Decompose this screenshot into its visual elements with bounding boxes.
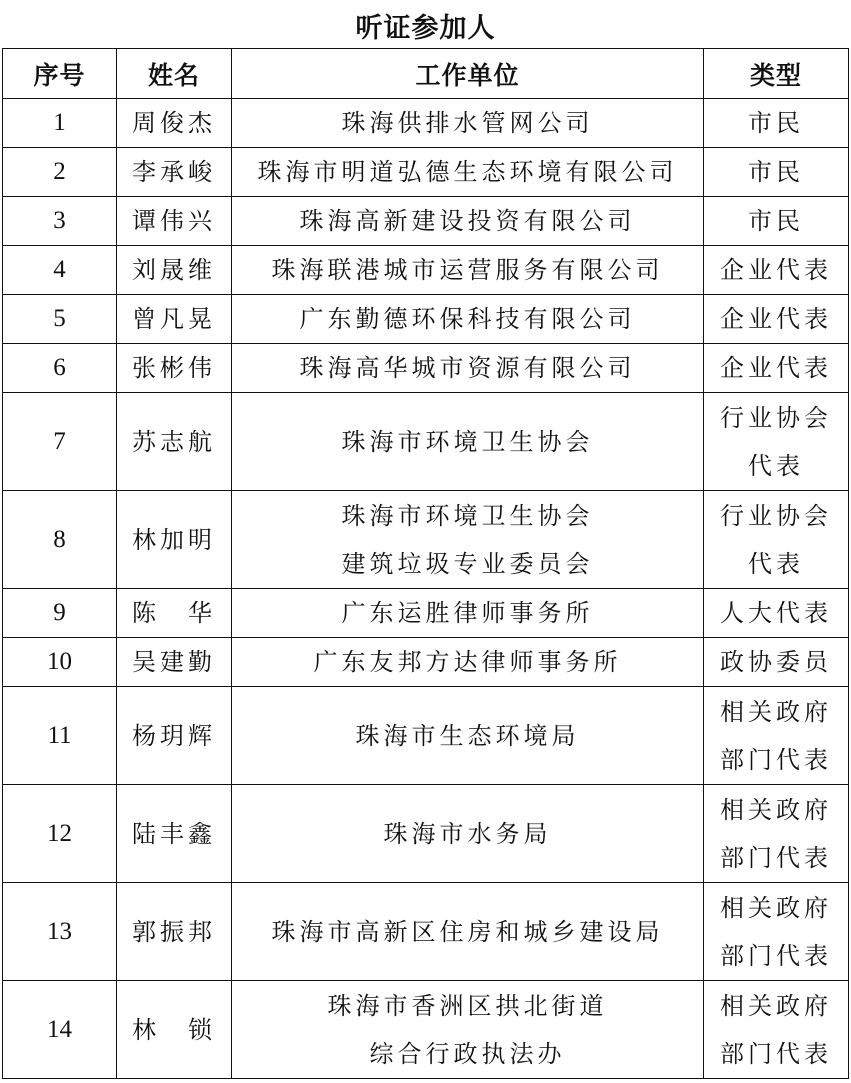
- header-organization: 工作单位: [232, 49, 704, 99]
- participant-type: [704, 589, 849, 638]
- participant-organization: [232, 785, 704, 883]
- participant-name: 苏志航: [117, 393, 232, 491]
- participant-name: 张彬伟: [117, 344, 232, 393]
- participant-type: [704, 883, 849, 981]
- participant-organization: [232, 344, 704, 393]
- organization-line: 珠海高华城市资源有限公司: [299, 354, 636, 382]
- row-number: 6: [3, 344, 117, 393]
- organization-line: 珠海联港城市运营服务有限公司: [271, 256, 664, 284]
- organization-line: 珠海供排水管网公司: [341, 109, 594, 137]
- organization-line: 广东勤德环保科技有限公司: [299, 305, 636, 333]
- participant-name: 周俊杰: [117, 99, 232, 148]
- table-row: [3, 491, 849, 589]
- organization-line: 珠海市高新区住房和城乡建设局: [271, 917, 664, 946]
- type-line: 行业协会: [720, 501, 832, 530]
- organization-line: 珠海市环境卫生协会: [341, 427, 594, 456]
- row-number: 5: [3, 295, 117, 344]
- row-number: 3: [3, 197, 117, 246]
- organization-line: 珠海市明道弘德生态环境有限公司: [257, 158, 678, 186]
- participant-name: 李承峻: [117, 148, 232, 197]
- type-line: 市民: [748, 109, 804, 137]
- participant-name: 刘晟维: [117, 246, 232, 295]
- participant-organization: [232, 638, 704, 687]
- participant-type: [704, 295, 849, 344]
- table-row: [3, 148, 849, 197]
- table-row: [3, 687, 849, 785]
- row-number: 4: [3, 246, 117, 295]
- type-line: 代表: [748, 451, 804, 480]
- table-row: [3, 883, 849, 981]
- table-row: [3, 393, 849, 491]
- type-line: 相关政府: [720, 893, 832, 922]
- participant-organization: [232, 197, 704, 246]
- table-row: [3, 197, 849, 246]
- organization-line: 珠海市水务局: [383, 819, 552, 848]
- participant-type: [704, 393, 849, 491]
- participant-name: 陆丰鑫: [117, 785, 232, 883]
- table-row: [3, 785, 849, 883]
- type-line: 市民: [748, 207, 804, 235]
- participant-type: [704, 687, 849, 785]
- table-row: [3, 981, 849, 1079]
- participant-organization: [232, 981, 704, 1079]
- participant-name: 谭伟兴: [117, 197, 232, 246]
- table-row: [3, 344, 849, 393]
- type-line: 企业代表: [720, 305, 832, 333]
- table-row: [3, 589, 849, 638]
- participant-type: [704, 981, 849, 1079]
- row-number: 13: [3, 883, 117, 981]
- type-line: 部门代表: [720, 1039, 832, 1068]
- type-line: 相关政府: [720, 991, 832, 1020]
- participant-organization: [232, 148, 704, 197]
- organization-line: 珠海高新建设投资有限公司: [299, 207, 636, 235]
- participant-organization: [232, 883, 704, 981]
- row-number: 12: [3, 785, 117, 883]
- participant-name: 林加明: [117, 491, 232, 589]
- type-line: 企业代表: [720, 354, 832, 382]
- row-number: 1: [3, 99, 117, 148]
- participant-organization: [232, 246, 704, 295]
- table-header-row: [3, 49, 849, 99]
- participant-organization: [232, 491, 704, 589]
- participant-organization: [232, 99, 704, 148]
- row-number: 14: [3, 981, 117, 1079]
- participant-organization: [232, 295, 704, 344]
- organization-line: 珠海市环境卫生协会: [341, 501, 594, 530]
- header-number: 序号: [3, 49, 117, 99]
- table-row: [3, 295, 849, 344]
- row-number: 7: [3, 393, 117, 491]
- participant-type: [704, 148, 849, 197]
- participant-name: 杨玥辉: [117, 687, 232, 785]
- participant-type: [704, 246, 849, 295]
- table-row: [3, 638, 849, 687]
- organization-line: 广东友邦方达律师事务所: [313, 648, 622, 676]
- type-line: 部门代表: [720, 843, 832, 872]
- type-line: 代表: [748, 549, 804, 578]
- organization-line: 珠海市生态环境局: [355, 721, 580, 750]
- table-row: [3, 99, 849, 148]
- organization-line: 综合行政执法办: [369, 1039, 566, 1068]
- type-line: 部门代表: [720, 745, 832, 774]
- row-number: 9: [3, 589, 117, 638]
- row-number: 2: [3, 148, 117, 197]
- organization-line: 珠海市香洲区拱北街道: [327, 991, 608, 1020]
- participant-organization: [232, 589, 704, 638]
- participant-type: [704, 638, 849, 687]
- type-line: 部门代表: [720, 941, 832, 970]
- table-row: [3, 246, 849, 295]
- participant-name: 吴建勤: [117, 638, 232, 687]
- participants-table: [2, 48, 849, 1079]
- participant-type: [704, 785, 849, 883]
- participant-organization: [232, 393, 704, 491]
- organization-line: 建筑垃圾专业委员会: [341, 549, 594, 578]
- type-line: 企业代表: [720, 256, 832, 284]
- type-line: 相关政府: [720, 697, 832, 726]
- page-title: 听证参加人: [355, 13, 496, 44]
- row-number: 11: [3, 687, 117, 785]
- type-line: 政协委员: [720, 648, 832, 676]
- participant-type: [704, 344, 849, 393]
- participant-organization: [232, 687, 704, 785]
- participant-name: 林 锁: [117, 981, 232, 1079]
- participant-type: [704, 197, 849, 246]
- type-line: 市民: [748, 158, 804, 186]
- row-number: 10: [3, 638, 117, 687]
- participant-name: 曾凡晃: [117, 295, 232, 344]
- header-type: 类型: [704, 49, 849, 99]
- header-name: 姓名: [117, 49, 232, 99]
- participant-type: [704, 491, 849, 589]
- participant-name: 郭振邦: [117, 883, 232, 981]
- participant-type: [704, 99, 849, 148]
- table-body: [3, 99, 849, 1079]
- type-line: 行业协会: [720, 403, 832, 432]
- organization-line: 广东运胜律师事务所: [341, 599, 594, 627]
- row-number: 8: [3, 491, 117, 589]
- participant-name: 陈 华: [117, 589, 232, 638]
- type-line: 人大代表: [720, 599, 832, 627]
- type-line: 相关政府: [720, 795, 832, 824]
